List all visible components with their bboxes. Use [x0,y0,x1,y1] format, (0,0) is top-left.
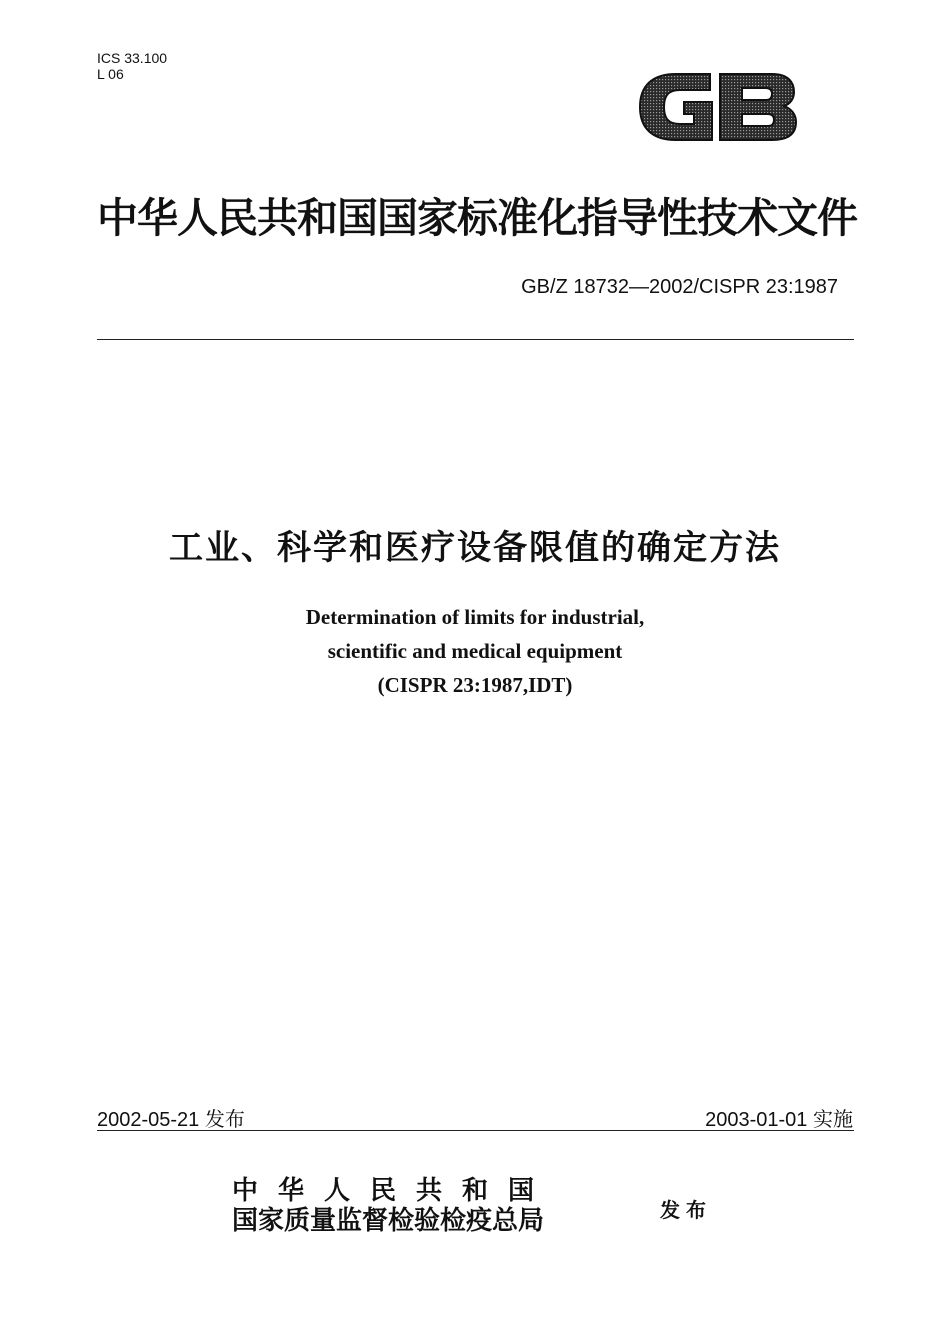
english-title-line2: scientific and medical equipment [327,639,623,663]
ics-code: ICS 33.100 [97,50,168,66]
bottom-divider [97,1130,854,1131]
ccs-code: L 06 [97,66,124,82]
english-title [0,600,950,702]
header-title: 中华人民共和国国家标准化指导性技术文件 [97,194,857,242]
issuer-line1: 中华人民共和国 [232,1176,555,1206]
classification-codes [97,50,167,82]
issuer-line2: 国家质量监督检验检疫总局 [232,1206,545,1236]
english-title-line3: (CISPR 23:1987,IDT) [377,673,573,697]
chinese-title: 工业、科学和医疗设备限值的确定方法 [169,528,781,568]
issue-verb: 发布 [660,1198,712,1222]
top-divider [97,339,854,340]
implementation-date: 2003-01-01 实施 [705,1109,853,1131]
gb-logo [632,64,800,150]
issuing-authority [232,1176,554,1236]
issue-date: 2002-05-21 发布 [97,1109,245,1131]
english-title-line1: Determination of limits for industrial, [305,605,645,629]
document-number: GB/Z 18732—2002/CISPR 23:1987 [521,276,838,298]
